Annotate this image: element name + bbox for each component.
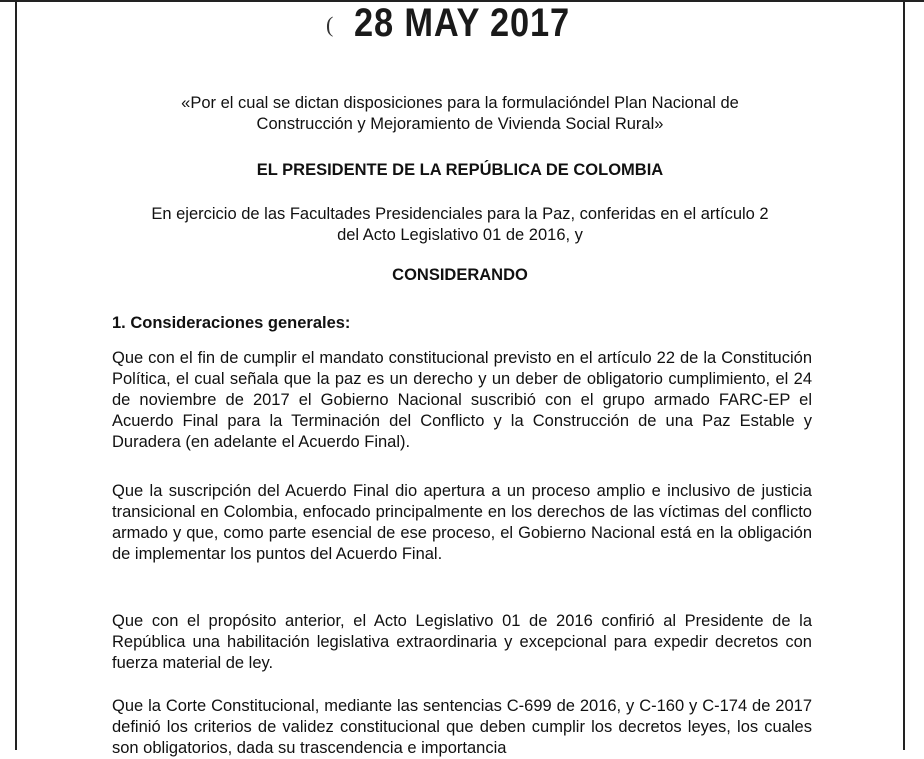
page-border-left: [15, 0, 17, 750]
paragraph-text: Que la suscripción del Acuerdo Final dio apertura a un proceso amplio e inclusivo de justicia transicional en Colombia, enfocado principalmente en los derechos de las víctimas del conflicto armado y que, como parte esencial de ese proceso, el Gobierno Nacional está en la obligación de implementar los puntos del Acuerdo Final.: [112, 482, 812, 563]
powers-line-2: del Acto Legislativo 01 de 2016, y: [337, 226, 583, 244]
paragraph-1: [112, 348, 812, 453]
paragraph-text: Que con el propósito anterior, el Acto Legislativo 01 de 2016 confirió al Presidente de la República una habilitación legislativa extraordinaria y excepcional para expedir decretos con fuerza material de ley.: [112, 612, 812, 672]
paragraph-text: Que la Corte Constitucional, mediante las sentencias C-699 de 2016, y C-160 y C-174 de 2017 definió los criterios de validez constitucional que deben cumplir los decretos leyes, los cuales son obligatorios, dada su trascendencia e importancia: [112, 697, 812, 757]
date-stamp-row: [0, 0, 924, 50]
paragraph-text: Que con el fin de cumplir el mandato constitucional previsto en el artículo 22 de la Constitución Política, el cual señala que la paz es un derecho y un deber de obligatorio cumplimiento, el 24 de noviembre de 2017 el Gobierno Nacional suscribió con el grupo armado FARC-EP el Acuerdo Final para la Terminación del Conflicto y la Construcción de una Paz Estable y Duradera (en adelante el Acuerdo Final).: [112, 349, 812, 451]
subtitle-line-2: Construcción y Mejoramiento de Vivienda Social Rural»: [256, 115, 664, 133]
paragraph-2: [112, 481, 812, 565]
section-heading: 1. Consideraciones generales:: [112, 314, 351, 332]
considering-heading: CONSIDERANDO: [392, 266, 528, 284]
subtitle-line-1: «Por el cual se dictan disposiciones para la formulacióndel Plan Nacional de: [181, 94, 739, 112]
decree-subtitle: [100, 93, 820, 135]
date-stamp: 28 MAY 2017: [354, 1, 571, 45]
page-border-right: [903, 0, 905, 750]
paragraph-3: [112, 611, 812, 674]
powers-line-1: En ejercicio de las Facultades Presidenciales para la Paz, conferidas en el artículo 2: [151, 205, 769, 223]
powers-clause: [100, 204, 820, 246]
open-parenthesis: (: [326, 12, 334, 37]
authority-heading: EL PRESIDENTE DE LA REPÚBLICA DE COLOMBIA: [256, 161, 664, 179]
